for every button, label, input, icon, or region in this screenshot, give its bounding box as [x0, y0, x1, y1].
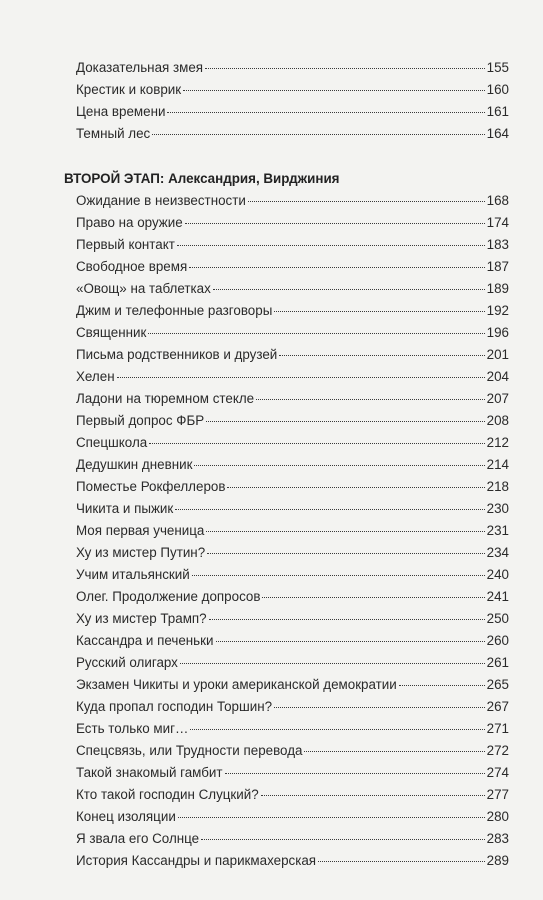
dot-leader	[167, 112, 484, 113]
toc-entry	[76, 79, 509, 101]
toc-entry-page: 196	[486, 325, 509, 340]
toc-entry-page: 183	[486, 237, 509, 252]
toc-entry	[76, 608, 509, 630]
toc-entry	[76, 278, 509, 300]
toc-entry-page: 230	[486, 501, 509, 516]
toc-entry-page: 204	[486, 369, 509, 384]
toc-entry-title: Крестик и коврик	[76, 82, 182, 97]
dot-leader	[225, 773, 485, 774]
toc-entry-title: Кто такой господин Слуцкий?	[76, 787, 259, 802]
toc-entry	[76, 388, 509, 410]
toc-entry	[76, 806, 509, 828]
dot-leader	[148, 333, 484, 334]
toc-entry-title: Спецсвязь, или Трудности перевода	[76, 743, 303, 758]
dot-leader	[149, 443, 484, 444]
dot-leader	[304, 751, 484, 752]
toc-entry-page: 214	[486, 457, 509, 472]
toc-entry-title: Есть только миг…	[76, 721, 189, 736]
dot-leader	[399, 685, 485, 686]
toc-entry-page: 189	[486, 281, 509, 296]
toc-entry-title: Русский олигарх	[76, 655, 178, 670]
dot-leader	[274, 707, 485, 708]
toc-entry	[76, 740, 509, 762]
toc-entry-page: 192	[486, 303, 509, 318]
toc-entry-page: 212	[486, 435, 509, 450]
dot-leader	[117, 377, 485, 378]
toc-entry	[76, 476, 509, 498]
toc-entry	[76, 586, 509, 608]
dot-leader	[216, 641, 485, 642]
toc-entry-page: 261	[486, 655, 509, 670]
toc-entry-title: «Овощ» на таблетках	[76, 281, 211, 296]
toc-entry-title: Кассандра и печеньки	[76, 633, 214, 648]
toc-entry-page: 289	[486, 853, 509, 868]
toc-entry	[76, 256, 509, 278]
toc-entry	[76, 101, 509, 123]
toc-entry-title: Право на оружие	[76, 215, 183, 230]
toc-entry-title: Цена времени	[76, 104, 166, 119]
toc-entry	[76, 57, 509, 79]
dot-leader	[183, 90, 485, 91]
dot-leader	[318, 861, 485, 862]
toc-entry-title: Ладони на тюремном стекле	[76, 391, 255, 406]
toc-entry-title: Первый контакт	[76, 237, 175, 252]
toc-entry-title: Ху из мистер Трамп?	[76, 611, 207, 626]
toc-entry	[76, 322, 509, 344]
dot-leader	[261, 795, 485, 796]
toc-entry-page: 234	[486, 545, 509, 560]
toc-entry-title: Такой знакомый гамбит	[76, 765, 223, 780]
toc-entry-title: Моя первая ученица	[76, 523, 205, 538]
toc-entry-page: 274	[486, 765, 509, 780]
toc-entry	[76, 234, 509, 256]
dot-leader	[180, 663, 485, 664]
toc-entry-title: Экзамен Чикиты и уроки американской демократии	[76, 677, 397, 692]
toc-entry-page: 168	[486, 193, 509, 208]
toc-entry	[76, 432, 509, 454]
dot-leader	[207, 553, 485, 554]
toc-entry-page: 231	[486, 523, 509, 538]
dot-leader	[213, 289, 485, 290]
toc-entry	[76, 564, 509, 586]
dot-leader	[178, 817, 485, 818]
dot-leader	[256, 399, 485, 400]
dot-leader	[152, 134, 484, 135]
toc-entry	[76, 190, 509, 212]
toc-entry-page: 240	[486, 567, 509, 582]
toc-entry	[76, 762, 509, 784]
toc-entry-page: 241	[486, 589, 509, 604]
toc-entry-page: 267	[486, 699, 509, 714]
toc-entry-page: 218	[486, 479, 509, 494]
dot-leader	[206, 421, 484, 422]
toc-group-second	[76, 190, 509, 872]
toc-entry-title: Доказательная змея	[76, 60, 204, 75]
toc-entry	[76, 828, 509, 850]
toc-entry	[76, 696, 509, 718]
toc-entry-page: 283	[486, 831, 509, 846]
toc-entry	[76, 674, 509, 696]
toc-entry-title: Ху из мистер Путин?	[76, 545, 206, 560]
toc-entry	[76, 542, 509, 564]
toc-entry-title: Джим и телефонные разговоры	[76, 303, 273, 318]
toc-entry	[76, 520, 509, 542]
toc-entry-title: Конец изоляции	[76, 809, 176, 824]
toc-entry	[76, 630, 509, 652]
toc-entry-page: 155	[486, 60, 509, 75]
toc-entry-page: 280	[486, 809, 509, 824]
toc-entry-title: Олег. Продолжение допросов	[76, 589, 261, 604]
toc-entry-title: История Кассандры и парикмахерская	[76, 853, 317, 868]
toc-entry	[76, 344, 509, 366]
dot-leader	[185, 223, 485, 224]
toc-entry	[76, 410, 509, 432]
toc-entry-page: 174	[486, 215, 509, 230]
toc-entry-title: Темный лес	[76, 126, 151, 141]
toc-entry	[76, 300, 509, 322]
toc-entry	[76, 454, 509, 476]
toc-entry-page: 260	[486, 633, 509, 648]
toc-entry-page: 250	[486, 611, 509, 626]
toc-entry-page: 272	[486, 743, 509, 758]
dot-leader	[189, 267, 484, 268]
dot-leader	[227, 487, 484, 488]
toc-entry-title: Учим итальянский	[76, 567, 190, 582]
dot-leader	[194, 465, 484, 466]
toc-entry	[76, 652, 509, 674]
dot-leader	[175, 509, 484, 510]
toc-entry-title: Хелен	[76, 369, 115, 384]
toc-entry-page: 187	[486, 259, 509, 274]
dot-leader	[274, 311, 484, 312]
toc-entry	[76, 850, 509, 872]
dot-leader	[177, 245, 485, 246]
toc-entry-page: 265	[486, 677, 509, 692]
toc-entry-page: 208	[486, 413, 509, 428]
toc-entry-title: Дедушкин дневник	[76, 457, 193, 472]
dot-leader	[262, 597, 484, 598]
toc-entry-title: Куда пропал господин Торшин?	[76, 699, 273, 714]
toc-entry	[76, 784, 509, 806]
toc-entry-title: Священник	[76, 325, 147, 340]
toc-group-first	[76, 57, 509, 145]
toc-entry-title: Письма родственников и друзей	[76, 347, 278, 362]
toc-entry-page: 277	[486, 787, 509, 802]
toc-entry-title: Первый допрос ФБР	[76, 413, 205, 428]
dot-leader	[279, 355, 484, 356]
toc-entry-page: 160	[486, 82, 509, 97]
dot-leader	[248, 201, 485, 202]
toc-entry	[76, 718, 509, 740]
toc-entry-page: 271	[486, 721, 509, 736]
dot-leader	[192, 575, 485, 576]
toc-entry-title: Чикита и пыжик	[76, 501, 174, 516]
dot-leader	[205, 68, 485, 69]
section-heading: ВТОРОЙ ЭТАП: Александрия, Вирджиния	[64, 171, 340, 186]
toc-entry	[76, 212, 509, 234]
toc-entry-title: Спецшкола	[76, 435, 148, 450]
dot-leader	[201, 839, 485, 840]
toc-entry-page: 164	[486, 126, 509, 141]
toc-entry-page: 161	[486, 104, 509, 119]
toc-entry-title: Ожидание в неизвестности	[76, 193, 246, 208]
toc-entry-page: 201	[486, 347, 509, 362]
toc-entry-title: Свободное время	[76, 259, 188, 274]
toc-entry-page: 207	[486, 391, 509, 406]
table-of-contents	[64, 57, 509, 872]
toc-entry	[76, 123, 509, 145]
toc-entry-title: Я звала его Солнце	[76, 831, 200, 846]
dot-leader	[209, 619, 485, 620]
dot-leader	[190, 729, 484, 730]
toc-entry-title: Поместье Рокфеллеров	[76, 479, 226, 494]
dot-leader	[206, 531, 484, 532]
toc-entry	[76, 366, 509, 388]
toc-entry	[76, 498, 509, 520]
